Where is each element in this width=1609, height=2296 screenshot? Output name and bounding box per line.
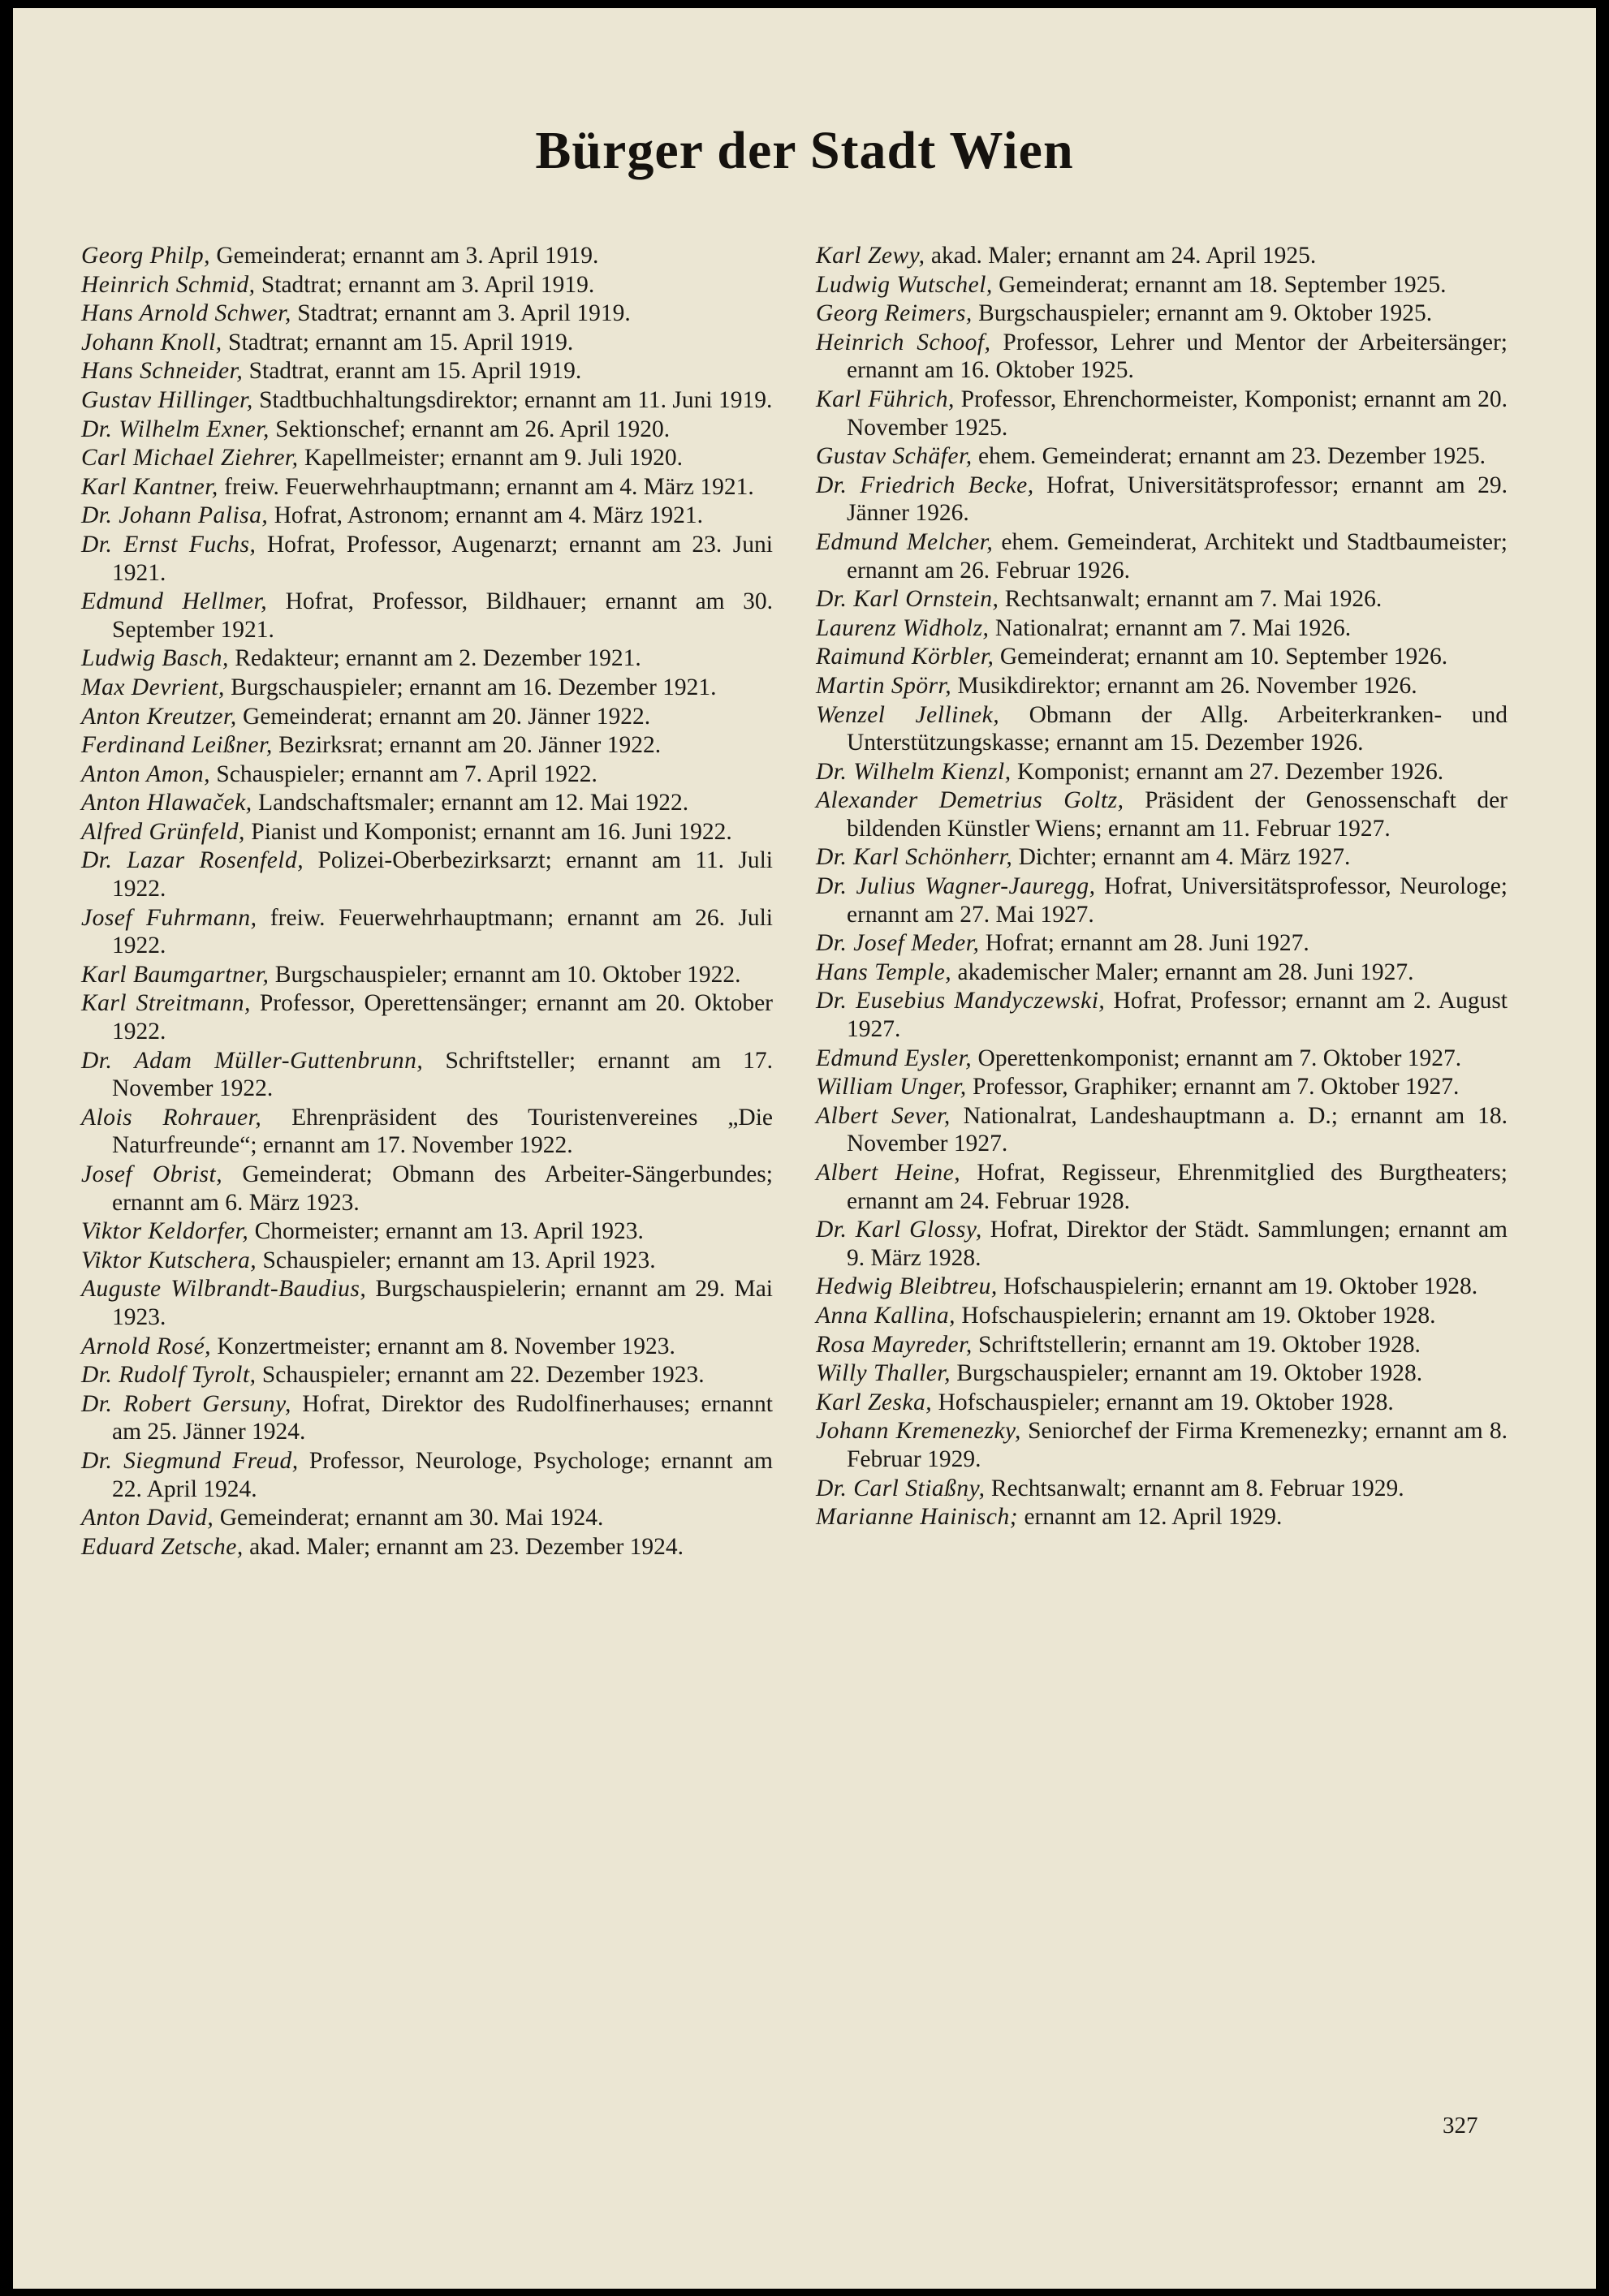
- citizen-entry: [81, 674, 773, 702]
- citizen-details: ehem. Gemeinderat; ernannt am 23. Dezember 1925.: [972, 443, 1486, 470]
- citizen-name: Albert Sever,: [816, 1102, 951, 1129]
- citizen-entry: [81, 1533, 773, 1562]
- citizen-entry: [816, 843, 1508, 872]
- citizen-details: Hofrat, Universitätsprofessor; ernannt am 29. Jänner 1926.: [847, 472, 1508, 527]
- citizen-details: Hofrat, Regisseur, Ehrenmitglied des Burgtheaters; ernannt am 24. Februar 1928.: [847, 1160, 1508, 1214]
- citizen-entry: [81, 904, 773, 960]
- citizen-name: Dr. Rudolf Tyrolt,: [81, 1362, 257, 1389]
- citizen-details: Pianist und Komponist; ernannt am 16. Juni 1922.: [244, 818, 732, 845]
- citizen-details: Seniorchef der Firma Kremenezky; ernannt am 8. Februar 1929.: [847, 1418, 1508, 1472]
- citizen-details: Chormeister; ernannt am 13. April 1923.: [248, 1218, 644, 1245]
- citizen-details: Hofschauspieler; ernannt am 19. Oktober 1928.: [932, 1389, 1394, 1415]
- citizen-name: Anton Amon,: [81, 760, 211, 787]
- citizen-details: Hofschauspielerin; ernannt am 19. Oktober 1928.: [955, 1302, 1436, 1329]
- citizen-entry: [816, 929, 1508, 958]
- citizen-entry: [816, 958, 1508, 987]
- citizen-details: Landschaftsmaler; ernannt am 12. Mai 1922.: [252, 790, 689, 816]
- citizen-details: Burgschauspieler; ernannt am 9. Oktober 1925.: [972, 300, 1433, 327]
- citizen-details: Dichter; ernannt am 4. März 1927.: [1012, 844, 1351, 871]
- citizen-entry: [81, 731, 773, 760]
- citizen-name: Marianne Hainisch;: [816, 1504, 1019, 1531]
- citizen-name: Josef Obrist,: [81, 1161, 223, 1187]
- citizen-details: Hofrat, Professor, Bildhauer; ernannt am 30. September 1921.: [112, 588, 773, 643]
- page-number: 327: [1443, 2113, 1478, 2139]
- citizen-details: Burgschauspieler; ernannt am 10. Oktober 1922.: [269, 961, 741, 988]
- page-title: Bürger der Stadt Wien: [535, 121, 1074, 180]
- citizen-name: Max Devrient,: [81, 674, 225, 700]
- citizen-entry: [816, 1045, 1508, 1073]
- citizen-name: Hans Arnold Schwer,: [81, 300, 291, 327]
- citizen-entry: [816, 1359, 1508, 1388]
- left-column: [81, 242, 773, 1562]
- citizen-name: Wenzel Jellinek,: [816, 701, 1000, 728]
- citizen-details: Professor, Lehrer und Mentor der Arbeitersänger; ernannt am 16. Oktober 1925.: [847, 329, 1508, 384]
- citizen-entry: [816, 1331, 1508, 1359]
- citizen-entry: [81, 416, 773, 444]
- citizen-details: Kapellmeister; ernannt am 9. Juli 1920.: [298, 445, 684, 472]
- citizen-name: Gustav Hillinger,: [81, 386, 253, 413]
- citizen-entry: [816, 614, 1508, 643]
- citizen-entry: [81, 444, 773, 472]
- citizen-details: Gemeinderat; ernannt am 3. April 1919.: [209, 243, 599, 269]
- citizen-entry: [81, 329, 773, 357]
- citizen-entry: [81, 1504, 773, 1532]
- citizen-entry: [81, 1361, 773, 1389]
- citizen-name: Dr. Johann Palisa,: [81, 502, 269, 529]
- citizen-details: ernannt am 12. April 1929.: [1018, 1504, 1283, 1531]
- citizen-name: Dr. Ernst Fuchs,: [81, 531, 257, 558]
- citizen-entry: [81, 703, 773, 731]
- citizen-details: Stadtrat; ernannt am 15. April 1919.: [222, 329, 574, 355]
- citizen-entry: [816, 872, 1508, 928]
- citizen-name: Anna Kallina,: [816, 1302, 956, 1329]
- citizen-entry: [81, 299, 773, 328]
- citizen-entry: [81, 242, 773, 270]
- citizen-details: Redakteur; ernannt am 2. Dezember 1921.: [228, 645, 641, 672]
- citizen-details: Professor, Ehrenchormeister, Komponist; ernannt am 20. November 1925.: [847, 386, 1508, 441]
- citizen-entry: [81, 1333, 773, 1361]
- citizen-entry: [81, 502, 773, 530]
- citizen-details: freiw. Feuerwehrhauptmann; ernannt am 4. März 1921.: [218, 473, 754, 500]
- citizen-name: Karl Zewy,: [816, 243, 925, 269]
- citizen-name: Heinrich Schmid,: [81, 271, 256, 298]
- citizen-details: Ehrenpräsident des Touristenvereines „Die Naturfreunde“; ernannt am 17. November 1922.: [112, 1104, 774, 1159]
- citizen-details: Polizei-Oberbezirksarzt; ernannt am 11. Juli 1922.: [112, 847, 773, 902]
- citizen-entry: [81, 386, 773, 415]
- citizen-details: akad. Maler; ernannt am 23. Dezember 1924.: [243, 1533, 684, 1560]
- citizen-entry: [816, 585, 1508, 614]
- citizen-details: Gemeinderat; ernannt am 30. Mai 1924.: [214, 1505, 604, 1531]
- citizen-details: Hofschauspielerin; ernannt am 19. Oktober 1928.: [997, 1273, 1478, 1300]
- citizen-name: Dr. Josef Meder,: [816, 930, 980, 957]
- citizen-name: Dr. Friedrich Becke,: [816, 472, 1034, 498]
- citizen-details: Stadtrat; ernannt am 3. April 1919.: [291, 300, 631, 327]
- citizen-entry: [816, 1216, 1508, 1272]
- citizen-entry: [816, 672, 1508, 700]
- citizen-details: Hofrat, Direktor der Städt. Sammlungen; ernannt am 9. März 1928.: [847, 1217, 1508, 1271]
- citizen-details: akademischer Maler; ernannt am 28. Juni 1927.: [951, 958, 1414, 985]
- citizen-entry: [816, 1389, 1508, 1417]
- citizen-name: Dr. Karl Ornstein,: [816, 586, 999, 613]
- citizen-details: Präsident der Genossenschaft der bildenden Künstler Wiens; ernannt am 11. Februar 1927.: [847, 787, 1508, 842]
- citizen-entry: [81, 1104, 773, 1160]
- right-column: [816, 242, 1508, 1532]
- citizen-entry: [816, 1159, 1508, 1215]
- citizen-details: Operettenkomponist; ernannt am 7. Oktober 1927.: [972, 1045, 1462, 1071]
- citizen-details: Schriftsteller; ernannt am 17. November 1922.: [112, 1047, 773, 1102]
- citizen-details: Gemeinderat; ernannt am 20. Jänner 1922.: [236, 703, 651, 730]
- citizen-details: Burgschauspielerin; ernannt am 29. Mai 1923.: [112, 1276, 773, 1330]
- citizen-name: Josef Fuhrmann,: [81, 904, 257, 931]
- citizen-name: Auguste Wilbrandt-Baudius,: [81, 1276, 367, 1303]
- citizen-name: Hans Schneider,: [81, 358, 244, 385]
- citizen-details: Hofrat, Universitätsprofessor, Neurologe; ernannt am 27. Mai 1927.: [847, 873, 1508, 928]
- citizen-name: Albert Heine,: [816, 1160, 961, 1186]
- citizen-details: Schauspieler; ernannt am 13. April 1923.: [257, 1247, 656, 1273]
- citizen-entry: [81, 357, 773, 386]
- citizen-name: Dr. Julius Wagner-Jauregg,: [816, 873, 1096, 900]
- citizen-entry: [81, 271, 773, 299]
- citizen-name: Karl Führich,: [816, 386, 955, 412]
- citizen-entry: [816, 1073, 1508, 1101]
- citizen-details: ehem. Gemeinderat, Architekt und Stadtbaumeister; ernannt am 26. Februar 1926.: [847, 528, 1508, 584]
- citizen-name: Anton David,: [81, 1505, 214, 1531]
- citizen-entry: [81, 531, 773, 587]
- citizen-entry: [81, 760, 773, 789]
- citizen-entry: [816, 329, 1508, 385]
- citizen-name: Dr. Lazar Rosenfeld,: [81, 847, 304, 874]
- citizen-entry: [816, 1475, 1508, 1503]
- citizen-details: Hofrat, Astronom; ernannt am 4. März 1921.: [268, 502, 704, 529]
- citizen-name: Karl Baumgartner,: [81, 961, 270, 988]
- citizen-entry: [81, 1047, 773, 1103]
- citizen-details: Professor, Graphiker; ernannt am 7. Oktober 1927.: [966, 1074, 1460, 1101]
- citizen-details: Hofrat; ernannt am 28. Juni 1927.: [979, 930, 1309, 957]
- citizen-details: Stadtrat, erannt am 15. April 1919.: [243, 358, 582, 385]
- citizen-name: Dr. Carl Stiaßny,: [816, 1475, 986, 1501]
- citizen-name: Viktor Kutschera,: [81, 1247, 257, 1273]
- citizen-entry: [81, 961, 773, 989]
- citizen-details: Rechtsanwalt; ernannt am 8. Februar 1929.: [985, 1475, 1404, 1501]
- citizen-name: Dr. Wilhelm Kienzl,: [816, 758, 1012, 785]
- document-page: [13, 8, 1596, 2289]
- citizen-details: Bezirksrat; ernannt am 20. Jänner 1922.: [272, 732, 662, 759]
- citizen-name: Ludwig Basch,: [81, 645, 229, 672]
- citizen-name: Anton Kreutzer,: [81, 703, 237, 730]
- citizen-entry: [816, 1417, 1508, 1473]
- citizen-name: Eduard Zetsche,: [81, 1533, 244, 1560]
- citizen-name: Willy Thaller,: [816, 1360, 951, 1387]
- citizen-entry: [816, 299, 1508, 328]
- citizen-name: Alfred Grünfeld,: [81, 818, 245, 845]
- citizen-details: Hofrat, Direktor des Rudolfinerhauses; ernannt am 25. Jänner 1924.: [112, 1390, 773, 1445]
- citizen-entry: [816, 472, 1508, 528]
- citizen-details: Gemeinderat; ernannt am 10. September 1926.: [994, 644, 1448, 670]
- citizen-entry: [816, 528, 1508, 584]
- citizen-entry: [81, 588, 773, 644]
- citizen-details: Professor, Operettensänger; ernannt am 20. Oktober 1922.: [112, 990, 773, 1045]
- citizen-name: Karl Streitmann,: [81, 990, 251, 1017]
- citizen-entry: [816, 1503, 1508, 1531]
- citizen-details: Hofrat, Professor, Augenarzt; ernannt am 23. Juni 1921.: [112, 531, 773, 586]
- citizen-details: Professor, Neurologe, Psychologe; ernannt am 22. April 1924.: [112, 1447, 774, 1502]
- citizen-name: Ludwig Wutschel,: [816, 271, 993, 298]
- citizen-details: Hofrat, Professor; ernannt am 2. August 1927.: [847, 988, 1508, 1043]
- citizen-entry: [81, 789, 773, 817]
- citizen-entry: [81, 1217, 773, 1246]
- citizen-entry: [816, 271, 1508, 299]
- citizen-name: Dr. Karl Schönherr,: [816, 844, 1013, 871]
- citizen-entry: [816, 1102, 1508, 1158]
- citizen-name: Dr. Wilhelm Exner,: [81, 416, 270, 442]
- citizen-name: Anton Hlawaček,: [81, 790, 252, 816]
- citizen-name: Johann Knoll,: [81, 329, 222, 355]
- citizen-name: Edmund Melcher,: [816, 528, 994, 555]
- citizen-name: Dr. Eusebius Mandyczewski,: [816, 988, 1106, 1014]
- citizen-details: Konzertmeister; ernannt am 8. November 1923.: [211, 1333, 675, 1359]
- citizen-name: Karl Zeska,: [816, 1389, 933, 1415]
- citizen-name: Heinrich Schoof,: [816, 329, 991, 355]
- citizen-entry: [816, 758, 1508, 786]
- citizen-entry: [81, 818, 773, 846]
- citizen-entry: [81, 846, 773, 902]
- citizen-entry: [81, 473, 773, 502]
- citizen-details: Musikdirektor; ernannt am 26. November 1926.: [951, 672, 1417, 699]
- citizen-details: Stadtrat; ernannt am 3. April 1919.: [255, 271, 595, 298]
- citizen-details: Schriftstellerin; ernannt am 19. Oktober 1928.: [972, 1331, 1421, 1358]
- citizen-entry: [81, 989, 773, 1045]
- citizen-details: Burgschauspieler; ernannt am 19. Oktober 1928.: [950, 1360, 1423, 1387]
- citizen-entry: [81, 644, 773, 673]
- citizen-name: Georg Reimers,: [816, 300, 973, 327]
- citizen-name: Raimund Körbler,: [816, 644, 994, 670]
- citizen-details: Gemeinderat; ernannt am 18. September 1925.: [992, 271, 1447, 298]
- citizen-name: Alexander Demetrius Goltz,: [816, 787, 1124, 814]
- citizen-name: Laurenz Widholz,: [816, 614, 990, 641]
- citizen-entry: [816, 786, 1508, 842]
- citizen-entry: [81, 1247, 773, 1275]
- citizen-details: freiw. Feuerwehrhauptmann; ernannt am 26. Juli 1922.: [112, 904, 773, 959]
- citizen-name: Carl Michael Ziehrer,: [81, 445, 299, 472]
- citizen-entry: [81, 1447, 773, 1503]
- citizen-details: Obmann der Allg. Arbeiterkranken- und Unterstützungskasse; ernannt am 15. Dezember 1926.: [847, 701, 1508, 756]
- citizen-details: Schauspieler; ernannt am 7. April 1922.: [210, 760, 597, 787]
- citizen-name: Georg Philp,: [81, 243, 210, 269]
- citizen-details: Gemeinderat; Obmann des Arbeiter-Sängerbundes; ernannt am 6. März 1923.: [112, 1161, 773, 1216]
- citizen-name: Hans Temple,: [816, 958, 952, 985]
- citizen-details: Schauspieler; ernannt am 22. Dezember 1923.: [256, 1362, 705, 1389]
- citizen-entry: [816, 1302, 1508, 1330]
- citizen-name: Hedwig Bleibtreu,: [816, 1273, 998, 1300]
- citizen-name: Rosa Mayreder,: [816, 1331, 973, 1358]
- citizen-name: Ferdinand Leißner,: [81, 732, 273, 759]
- citizen-name: Edmund Hellmer,: [81, 588, 268, 615]
- citizen-details: Nationalrat, Landeshauptmann a. D.; ernannt am 18. November 1927.: [847, 1102, 1508, 1157]
- citizen-details: Sektionschef; ernannt am 26. April 1920.: [269, 416, 671, 442]
- citizen-name: Viktor Keldorfer,: [81, 1218, 249, 1245]
- citizen-entry: [816, 701, 1508, 757]
- citizen-name: Dr. Robert Gersuny,: [81, 1390, 291, 1417]
- citizen-name: Dr. Siegmund Freud,: [81, 1447, 299, 1474]
- citizen-entry: [81, 1161, 773, 1217]
- citizen-name: Karl Kantner,: [81, 473, 218, 500]
- citizen-details: Stadtbuchhaltungsdirektor; ernannt am 11. Juni 1919.: [252, 386, 773, 413]
- citizen-entry: [81, 1390, 773, 1446]
- citizen-entry: [816, 442, 1508, 471]
- citizen-details: Komponist; ernannt am 27. Dezember 1926.: [1011, 758, 1444, 785]
- citizen-entry: [816, 643, 1508, 671]
- citizen-name: Arnold Rosé,: [81, 1333, 212, 1359]
- citizen-details: akad. Maler; ernannt am 24. April 1925.: [925, 243, 1317, 269]
- citizen-entry: [816, 242, 1508, 270]
- citizen-details: Rechtsanwalt; ernannt am 7. Mai 1926.: [999, 586, 1383, 613]
- citizen-entry: [816, 386, 1508, 442]
- citizen-entry: [816, 1273, 1508, 1301]
- citizen-name: Dr. Adam Müller-Guttenbrunn,: [81, 1047, 424, 1074]
- citizen-entry: [81, 1275, 773, 1331]
- citizen-details: Nationalrat; ernannt am 7. Mai 1926.: [989, 614, 1352, 641]
- citizen-name: Dr. Karl Glossy,: [816, 1217, 982, 1243]
- citizen-name: Edmund Eysler,: [816, 1045, 973, 1071]
- citizen-name: Martin Spörr,: [816, 672, 952, 699]
- citizen-name: Alois Rohrauer,: [81, 1104, 262, 1131]
- citizen-details: Burgschauspieler; ernannt am 16. Dezember 1921.: [224, 674, 717, 700]
- citizen-name: Gustav Schäfer,: [816, 443, 973, 470]
- citizen-entry: [816, 987, 1508, 1043]
- citizen-name: Johann Kremenezky,: [816, 1418, 1021, 1445]
- citizen-name: William Unger,: [816, 1074, 967, 1101]
